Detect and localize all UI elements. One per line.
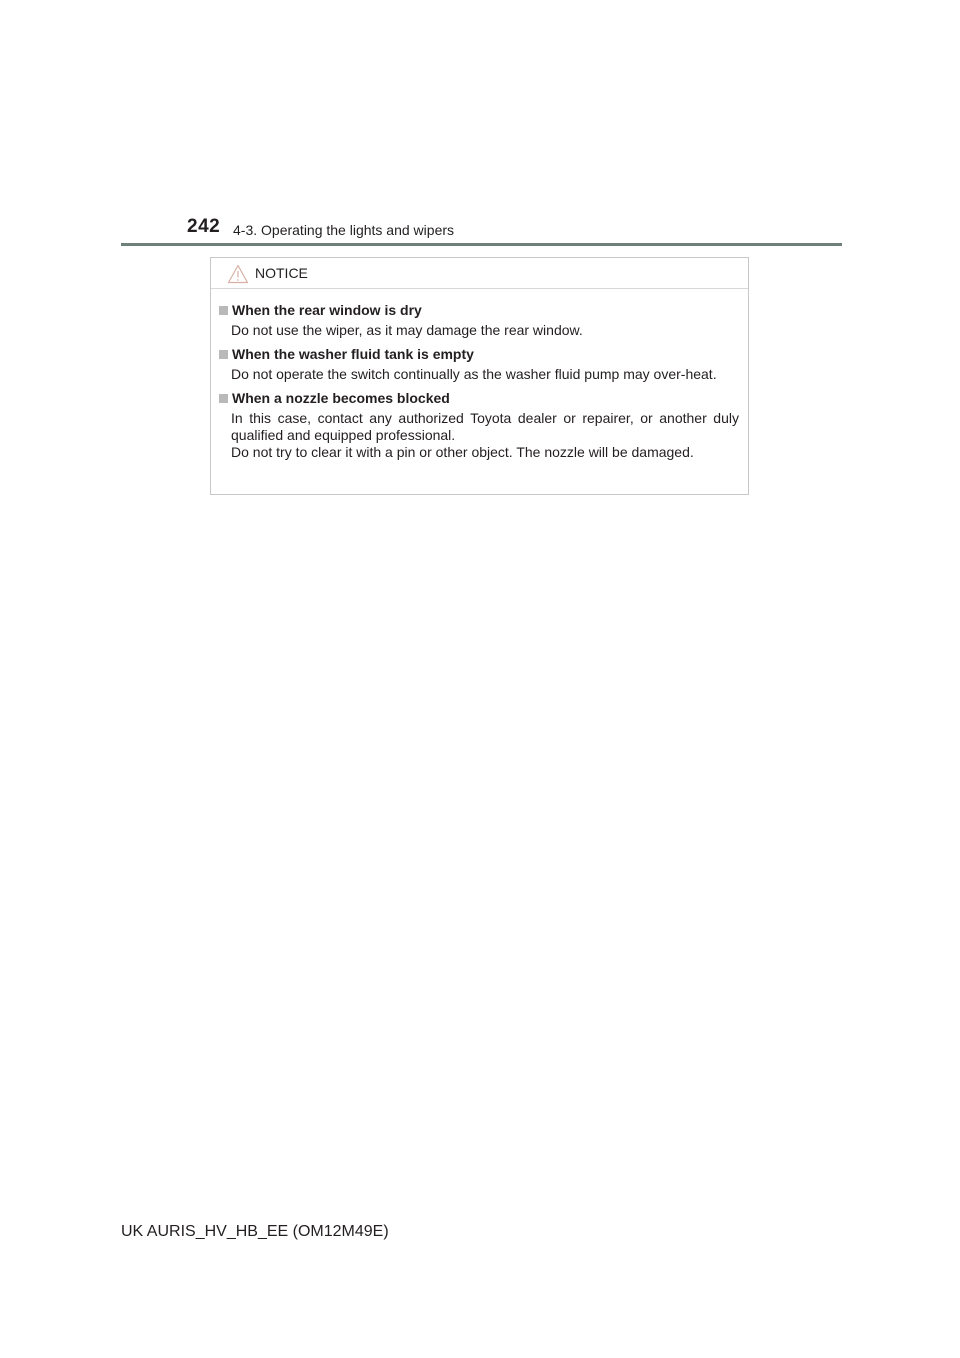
notice-item-heading-text: When a nozzle becomes blocked	[232, 390, 450, 406]
notice-paragraph: Do not use the wiper, as it may damage the rear window.	[231, 322, 583, 338]
warning-triangle-icon	[227, 264, 249, 284]
notice-item	[219, 389, 739, 461]
square-bullet-icon	[219, 350, 228, 359]
notice-paragraph: Do not try to clear it with a pin or other object. The nozzle will be damaged.	[231, 444, 694, 460]
header-divider	[121, 243, 842, 246]
page-number: 242	[187, 216, 221, 237]
notice-body	[211, 289, 748, 461]
notice-item-text	[219, 366, 739, 383]
notice-item-text	[219, 322, 739, 339]
square-bullet-icon	[219, 306, 228, 315]
notice-item	[219, 345, 739, 383]
notice-header	[211, 258, 748, 289]
notice-paragraph: In this case, contact any authorized Toyota dealer or repairer, or another duly qualified and equipped professional.	[231, 410, 739, 443]
section-title: 4-3. Operating the lights and wipers	[233, 222, 455, 238]
notice-item-text	[219, 410, 739, 461]
notice-item-heading	[219, 389, 739, 407]
footer-model-code: UK AURIS_HV_HB_EE (OM12M49E)	[121, 1223, 389, 1240]
notice-item-heading	[219, 301, 739, 319]
notice-paragraph: Do not operate the switch continually as the washer fluid pump may over-heat.	[231, 366, 717, 382]
notice-item-heading	[219, 345, 739, 363]
notice-item-heading-text: When the rear window is dry	[232, 302, 422, 318]
notice-item-heading-text: When the washer fluid tank is empty	[232, 346, 474, 362]
square-bullet-icon	[219, 394, 228, 403]
notice-label: NOTICE	[255, 265, 308, 281]
notice-box	[210, 257, 749, 495]
notice-item	[219, 301, 739, 339]
